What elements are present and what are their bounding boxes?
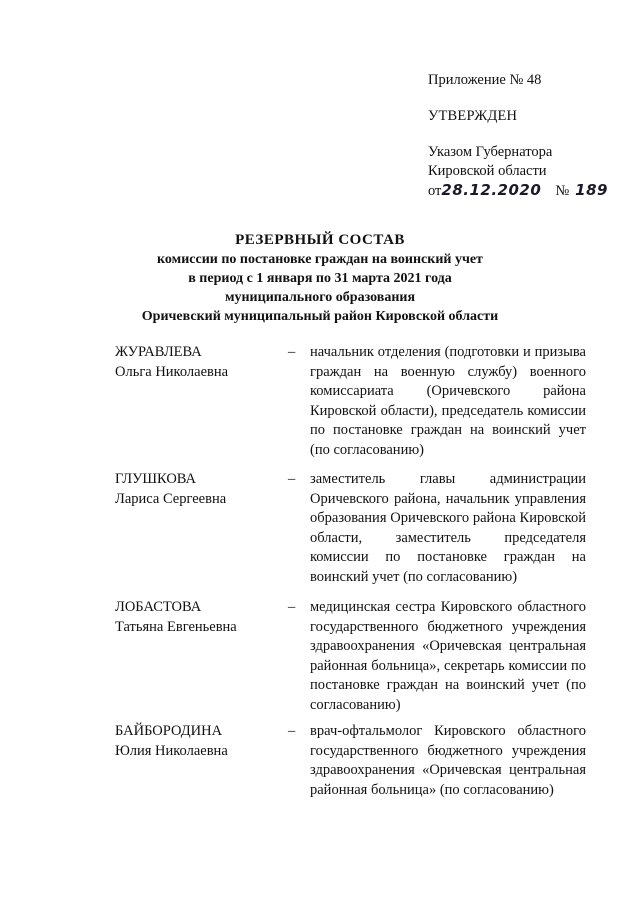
member-entry <box>115 470 595 598</box>
member-entry <box>115 343 595 470</box>
title-line-3: муниципального образования <box>224 290 416 305</box>
member-surname: БАЙБОРОДИНА <box>115 723 223 739</box>
approved-by-line-1: Указом Губернатора <box>428 144 553 160</box>
member-surname: ГЛУШКОВА <box>115 471 197 487</box>
member-role: начальник отделения (подготовки и призыва граждан на военную службу) военного комиссариата (Оричевского района Кировской области), председатель комиссии по постановке граждан на воинский учет (по согласованию) <box>310 344 586 458</box>
approved-by-line-2: Кировской области <box>428 163 547 179</box>
number-sign: № <box>555 183 570 199</box>
member-given-names: Татьяна Евгеньевна <box>115 618 237 635</box>
member-name <box>115 598 285 722</box>
member-name <box>115 470 285 598</box>
title-line-1: комиссии по постановке граждан на воинский учет <box>157 252 483 267</box>
member-name <box>115 343 285 470</box>
document-heading: РЕЗЕРВНЫЙ СОСТАВ <box>235 232 405 248</box>
member-given-names: Лариса Сергеевна <box>115 490 227 507</box>
title-line-4: Оричевский муниципальный район Кировской области <box>141 309 499 324</box>
date-prefix: от <box>428 183 442 199</box>
member-dash: – <box>288 344 296 360</box>
member-role: медицинская сестра Кировского областного государственного бюджетного учреждения здравоохранения «Оричевская центральная районная больница», секретарь комиссии по постановке граждан на воинский учет (по согласованию) <box>310 599 586 713</box>
member-dash: – <box>288 723 296 739</box>
members-list <box>115 343 595 802</box>
member-surname: ЛОБАСТОВА <box>115 599 202 615</box>
member-entry <box>115 598 595 722</box>
member-entry <box>115 722 595 802</box>
member-dash: – <box>288 471 296 487</box>
handwritten-date: 28.12.2020 <box>441 181 542 199</box>
member-dash: – <box>288 599 296 615</box>
member-given-names: Ольга Николаевна <box>115 363 229 380</box>
member-name <box>115 722 285 802</box>
approved-label: УТВЕРЖДЕН <box>428 108 518 124</box>
decree-date-line <box>428 181 628 201</box>
title-line-2: в период с 1 января по 31 марта 2021 года <box>188 271 452 286</box>
annex-number: Приложение № 48 <box>428 72 542 88</box>
member-given-names: Юлия Николаевна <box>115 742 228 759</box>
handwritten-number: 189 <box>575 181 608 199</box>
member-role: заместитель главы администрации Оричевского района, начальник управления образования Оричевского района Кировской области, заместитель председателя комиссии по постановке граждан на воинский учет (по согласованию) <box>310 471 586 585</box>
approval-block <box>428 71 628 201</box>
member-role: врач-офтальмолог Кировского областного государственного бюджетного учреждения здравоохранения «Оричевская центральная районная больница» (по согласованию) <box>310 723 586 798</box>
member-surname: ЖУРАВЛЕВА <box>115 344 202 360</box>
document-title-block <box>0 231 640 326</box>
